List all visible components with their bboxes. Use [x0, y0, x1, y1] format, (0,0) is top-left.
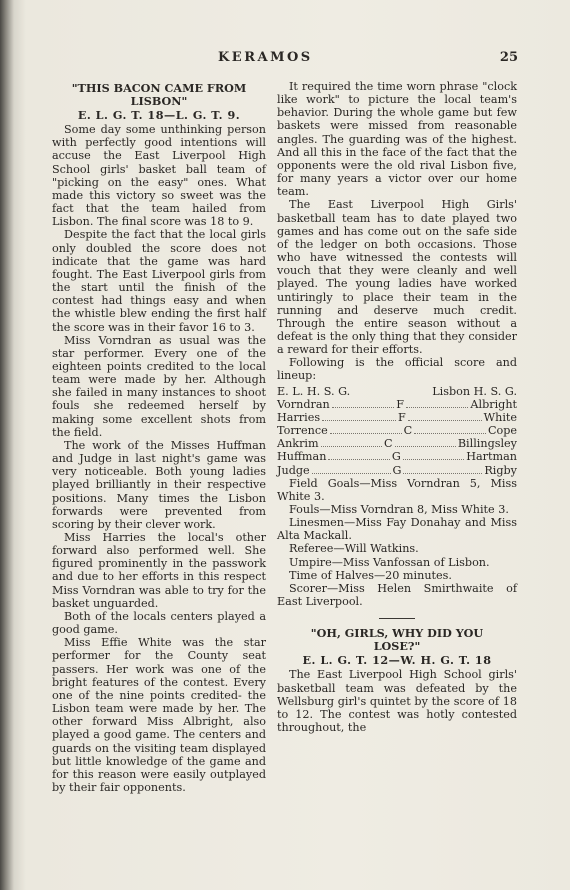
lineup-home-player: Ankrim	[277, 437, 319, 451]
leader-dots	[328, 459, 389, 460]
lineup-row	[277, 464, 517, 477]
lineup-visitor-player: Billingsley	[457, 437, 517, 451]
score-summary-line: Time of Halves—20 minutes.	[289, 568, 452, 582]
lineup-home-player: Huffman	[277, 450, 327, 464]
left-column	[52, 80, 266, 794]
lineup-header	[277, 385, 517, 398]
right-column	[277, 80, 517, 734]
lineup-position: G	[392, 463, 402, 477]
leader-dots	[403, 459, 464, 460]
running-title: KERAMOS	[218, 50, 313, 65]
page-number: 25	[499, 50, 518, 65]
leader-dots	[408, 420, 482, 421]
score-summary-line: Umpire—Miss Vanfossan of Lisbon.	[289, 555, 490, 569]
lineup-row	[277, 411, 517, 424]
leader-dots	[406, 407, 468, 408]
article1-paragraph: Miss Harries the local's other forward also performed well. She figured prominently in the passwork and due to her efforts in this respect Miss Vorndran was able to try for the basket unguarded.	[52, 531, 266, 610]
lineup-row	[277, 450, 517, 463]
leader-dots	[332, 407, 394, 408]
article1-paragraph: Miss Effie White was the star performer for the County seat passers. Her work was one of the bright features of the contest. Every one of the nine points credited- the Lisbon team were made by her. The other forward Miss Albright, also played a good game. The centers and guards on the visiting team displayed but little knowledge of the game and for this reason were easily outplayed by their fair opponents.	[52, 636, 266, 794]
lineup-home-player: Torrence	[277, 424, 328, 438]
article1-paragraph: Miss Vorndran as usual was the star performer. Every one of the eighteen points credited to the local team were made by her. Although she failed in many instances to shoot fouls she redeemed herself by making some excellent shots from the field.	[52, 333, 266, 439]
lineup-visitor-player: Cope	[487, 424, 518, 438]
score-summary-line: Fouls—Miss Vorndran 8, Miss White 3.	[289, 503, 509, 516]
article2-headline	[277, 627, 517, 653]
page-header	[0, 50, 570, 70]
lineup-position: G	[391, 450, 401, 464]
leader-dots	[322, 420, 396, 421]
lineup-visitor-player: Albright	[470, 397, 518, 411]
lineup-header-visitor: Lisbon H. S. G.	[432, 384, 517, 398]
article1-subhead: E. L. G. T. 18—L. G. T. 9.	[77, 108, 241, 122]
score-summary-line: Field Goals—Miss Vorndran 5, Miss White 3.	[277, 476, 517, 503]
lineup-position: F	[396, 397, 404, 411]
lineup-position: C	[383, 437, 393, 451]
lineup-visitor-player: Hartman	[466, 450, 518, 464]
lineup-home-player: Vorndran	[277, 397, 330, 411]
article1-headline-line1: "THIS BACON CAME FROM	[71, 81, 247, 95]
leader-dots	[403, 473, 482, 474]
leader-dots	[414, 433, 486, 434]
lineup-header-home: E. L. H. S. G.	[277, 384, 351, 398]
lineup-row	[277, 437, 517, 450]
leader-dots	[330, 433, 402, 434]
lineup-row	[277, 424, 517, 437]
article1-paragraph: Some day some unthinking person with perfectly good intentions will accuse the East Liverpool High School girls' basket ball team of "picking on the easy" ones. What made this victory so sweet was the fact that the team hailed from Lisbon. The final score was 18 to 9.	[52, 123, 266, 229]
article1-paragraph: Both of the locals centers played a good game.	[52, 609, 266, 637]
article2-headline-line2: LOSE?"	[373, 639, 421, 654]
article1-headline	[52, 82, 266, 108]
lineup-row	[277, 398, 517, 411]
lineup-position: C	[403, 424, 413, 438]
article1-headline-line2: LISBON"	[130, 94, 188, 108]
score-summary-line: Scorer—Miss Helen Smirthwaite of East Liverpool.	[277, 581, 517, 609]
lineup-home-player: Judge	[277, 463, 310, 477]
score-summary-line: Referee—Will Watkins.	[289, 542, 419, 556]
lineup-visitor-player: Rigby	[484, 463, 518, 477]
leader-dots	[321, 446, 382, 447]
article2-subhead: E. L. G. T. 12—W. H. G. T. 18	[302, 653, 492, 668]
lineup-table	[277, 398, 517, 477]
leader-dots	[312, 473, 391, 474]
article1-paragraph: Following is the official score and lineup:	[277, 356, 517, 383]
leader-dots	[395, 446, 456, 447]
article1-paragraph: The work of the Misses Huffman and Judge in last night's game was very noticeable. Both young ladies played brilliantly in their respective positions. Many times the Lisbon forwards were prevented from scoring by their clever work.	[52, 438, 266, 531]
section-divider	[379, 618, 415, 619]
article1-paragraph: The East Liverpool High Girls' basketball team has to date played two games and has come out on the safe side of the ledger on both occasions. Those who have witnessed the contests will vouch that they were cleanly and well played. The young ladies have worked untiringly to place their team in the running and deserve much credit. Through the entire season without a defeat is the only thing that they consider a reward for their efforts.	[277, 198, 517, 357]
score-summary-line: Linesmen—Miss Fay Donahay and Miss Alta Mackall.	[277, 516, 517, 543]
article1-paragraph: It required the time worn phrase "clock like work" to picture the local team's behavior. During the whole game but few baskets were missed from reasonable angles. The guarding was of the highest. And all this in the face of the fact that the opponents were the old rival Lisbon five, for many years a victor over our home team.	[277, 80, 517, 199]
article1-paragraph: Despite the fact that the local girls only doubled the score does not indicate that the game was hard fought. The East Liverpool girls from the start until the finish of the contest had things easy and when the whistle blew ending the first half the score was in their favor 16 to 3.	[52, 228, 266, 334]
lineup-position: F	[397, 410, 406, 424]
article2-paragraph: The East Liverpool High School girls' basketball team was defeated by the Wellsburg girl's quintet by the score of 18 to 12. The contest was hotly contested throughout, the	[277, 668, 517, 735]
article2-headline-line1: "OH, GIRLS, WHY DID YOU	[310, 626, 484, 641]
lineup-visitor-player: White	[483, 410, 518, 424]
lineup-home-player: Harries	[277, 410, 321, 424]
